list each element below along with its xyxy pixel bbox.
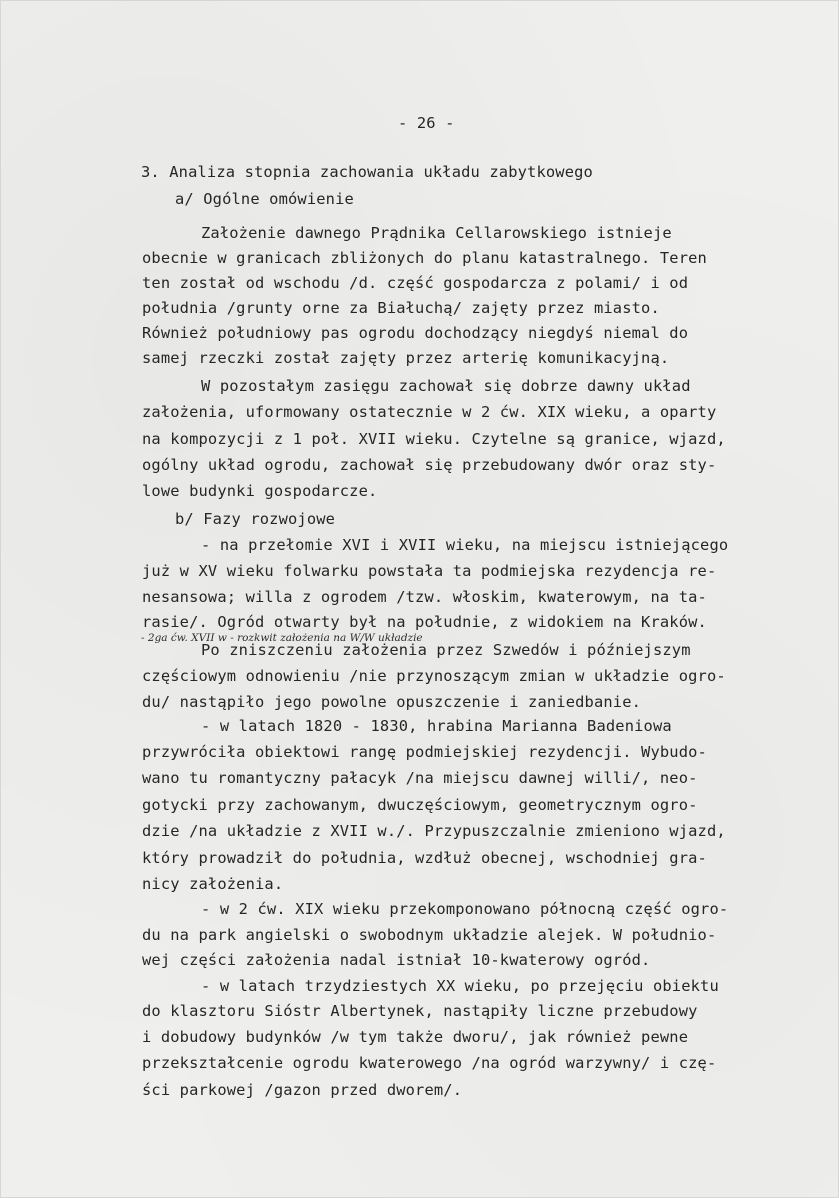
text-line: na kompozycji z 1 poł. XVII wieku. Czytelne są granice, wjazd,: [142, 430, 726, 448]
text-line: du na park angielski o swobodnym układzie alejek. W południo-: [142, 926, 717, 944]
text-line: nesansowa; willa z ogrodem /tzw. włoskim, kwaterowym, na ta-: [142, 588, 707, 606]
text-line: ogólny układ ogrodu, zachował się przebudowany dwór oraz sty-: [142, 456, 717, 474]
text-line: już w XV wieku folwarku powstała ta podmiejska rezydencja re-: [142, 562, 717, 580]
section-heading: 3. Analiza stopnia zachowania układu zabytkowego: [141, 163, 593, 181]
text-line: obecnie w granicach zbliżonych do planu katastralnego. Teren: [142, 249, 707, 267]
text-line: - w latach 1820 - 1830, hrabina Marianna Badeniowa: [201, 717, 672, 735]
text-line: i dobudowy budynków /w tym także dworu/, jak również pewne: [142, 1028, 689, 1046]
text-line: ten został od wschodu /d. część gospodarcza z polami/ i od: [142, 274, 689, 292]
text-line: który prowadził do południa, wzdłuż obecnej, wschodniej gra-: [142, 849, 707, 867]
text-line: wano tu romantyczny pałacyk /na miejscu dawnej willi/, neo-: [142, 769, 698, 787]
text-line: du/ nastąpiło jego powolne opuszczenie i zaniedbanie.: [142, 693, 642, 711]
text-line: lowe budynki gospodarcze.: [142, 482, 378, 500]
text-line: samej rzeczki został zajęty przez arterię komunikacyjną.: [142, 349, 670, 367]
text-line: nicy założenia.: [142, 875, 284, 893]
subsection-heading-a: a/ Ogólne omówienie: [175, 190, 354, 208]
text-line: - w 2 ćw. XIX wieku przekomponowano północną część ogro-: [201, 900, 729, 918]
text-line: przekształcenie ogrodu kwaterowego /na ogród warzywny/ i czę-: [142, 1054, 717, 1072]
text-line: częściowym odnowieniu /nie przynoszącym zmian w układzie ogro-: [142, 667, 726, 685]
text-line: gotycki przy zachowanym, dwuczęściowym, geometrycznym ogro-: [142, 796, 698, 814]
text-line: Również południowy pas ogrodu dochodzący niegdyś niemal do: [142, 324, 689, 342]
page-number: - 26 -: [398, 114, 455, 132]
text-line: ści parkowej /gazon przed dworem/.: [142, 1081, 463, 1099]
text-line: założenia, uformowany ostatecznie w 2 ćw. XIX wieku, a oparty: [142, 403, 717, 421]
text-line: do klasztoru Sióstr Albertynek, nastąpiły liczne przebudowy: [142, 1002, 698, 1020]
text-line: dzie /na układzie z XVII w./. Przypuszczalnie zmieniono wjazd,: [142, 822, 726, 840]
text-line: Po zniszczeniu założenia przez Szwedów i późniejszym: [201, 641, 691, 659]
text-line: rasie/. Ogród otwarty był na południe, z widokiem na Kraków.: [142, 613, 707, 631]
text-line: - na przełomie XVI i XVII wieku, na miejscu istniejącego: [201, 536, 729, 554]
text-line: W pozostałym zasięgu zachował się dobrze dawny układ: [201, 377, 691, 395]
text-line: przywróciła obiektowi rangę podmiejskiej rezydencji. Wybudo-: [142, 743, 707, 761]
text-line: południa /grunty orne za Białuchą/ zajęty przez miasto.: [142, 299, 660, 317]
text-line: Założenie dawnego Prądnika Cellarowskiego istnieje: [201, 224, 672, 242]
text-line: - w latach trzydziestych XX wieku, po przejęciu obiektu: [201, 977, 719, 995]
handwritten-note: - 2ga ćw. XVII w - rozkwit założenia na W/W układzie: [141, 632, 423, 644]
text-line: wej części założenia nadal istniał 10-kwaterowy ogród.: [142, 951, 651, 969]
subsection-heading-b: b/ Fazy rozwojowe: [175, 510, 336, 528]
